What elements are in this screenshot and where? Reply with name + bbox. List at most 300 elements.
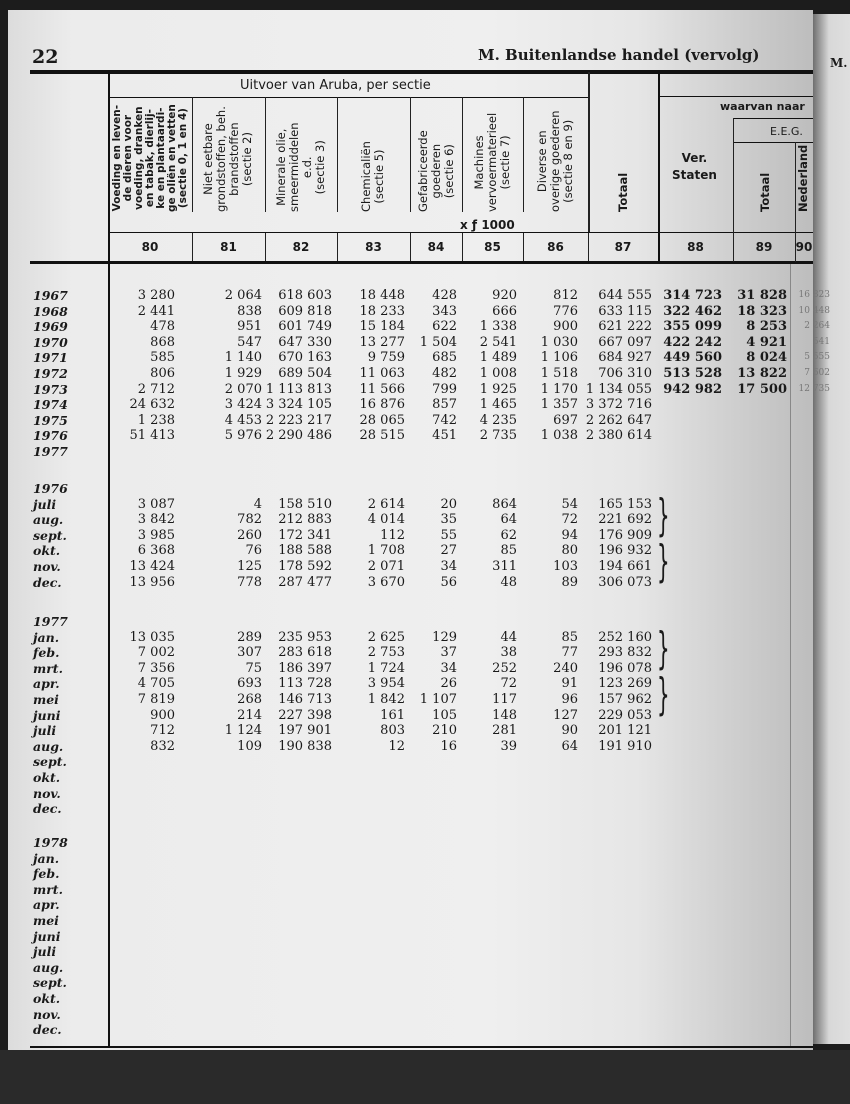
table-cell: 10 448	[798, 305, 830, 316]
table-cell: 3 424	[224, 397, 262, 413]
row-label: 1973	[33, 381, 68, 397]
table-cell: 13 035	[129, 629, 175, 645]
column-number-88: 88	[687, 240, 704, 254]
table-cell: 422 242	[663, 334, 722, 350]
row-label: nov.	[33, 1006, 61, 1022]
row-label: juni	[33, 707, 61, 723]
table-cell: 8 253	[746, 319, 787, 335]
table-cell: 27	[440, 543, 457, 559]
row-label: sept.	[33, 527, 67, 543]
table-cell: 201 121	[598, 723, 652, 739]
table-cell: 1 842	[367, 692, 405, 707]
table-cell: 647 330	[278, 334, 332, 350]
table-cell: 3 954	[367, 676, 405, 692]
table-cell: 55	[440, 527, 457, 543]
row-label: juni	[33, 928, 61, 944]
row-label: okt.	[33, 991, 61, 1006]
header-bottom-rule	[30, 261, 813, 264]
table-cell: 17 500	[737, 381, 787, 397]
col-rule	[192, 97, 193, 212]
table-cell: 900	[553, 319, 578, 335]
table-cell: 85	[561, 629, 578, 645]
table-cell: 196 078	[598, 660, 652, 676]
column-header-80: Voeding en leven- de dieren voor voeding, dranken en tabak, dierlij- ke en plantaardi- ge oliën en vetten (sectie 0, 1 en 4)	[110, 104, 189, 212]
table-cell: 3 670	[367, 574, 405, 590]
table-cell: 125	[237, 559, 262, 574]
table-cell: 51 413	[129, 428, 175, 444]
table-cell: 4	[253, 496, 262, 512]
column-header-90: Nederland	[795, 144, 810, 212]
eeg-header: E.E.G.	[770, 125, 803, 138]
table-cell: 778	[237, 574, 262, 590]
col-rule	[410, 97, 411, 212]
brace-mark: }	[657, 623, 670, 674]
table-cell: 4 705	[137, 676, 175, 692]
table-cell: 96	[561, 692, 578, 707]
table-cell: 24 632	[129, 397, 175, 413]
unit-label: x ƒ 1000	[460, 218, 515, 232]
table-cell: 127	[553, 707, 578, 723]
eeg-rule	[733, 142, 813, 143]
table-cell: 1 134 055	[585, 381, 652, 397]
table-cell: 5 976	[224, 428, 262, 444]
table-cell: 776	[553, 303, 578, 319]
column-header-87: Totaal	[615, 172, 630, 212]
row-label: 1974	[33, 397, 68, 413]
table-cell: 72	[500, 676, 517, 692]
table-cell: 547	[237, 334, 262, 350]
table-cell: 482	[432, 366, 457, 381]
group-header: Uitvoer van Aruba, per sectie	[240, 78, 431, 93]
table-cell: 1 124	[224, 723, 262, 739]
row-label: nov.	[33, 785, 61, 801]
column-number-84: 84	[427, 240, 445, 254]
table-cell: 90	[561, 723, 578, 739]
table-cell: 838	[237, 303, 262, 319]
row-label: 1970	[33, 334, 68, 350]
table-cell: 109	[237, 738, 262, 754]
table-cell: 252	[492, 660, 517, 676]
table-cell: 697	[553, 412, 578, 428]
column-number-86: 86	[547, 240, 564, 254]
table-cell: 4 921	[746, 334, 787, 350]
table-cell: 12 735	[798, 383, 830, 394]
table-cell: 2 712	[137, 381, 175, 397]
table-cell: 6 368	[137, 543, 175, 559]
table-cell: 105	[432, 707, 457, 723]
table-cell: 35	[440, 512, 457, 528]
table-cell: 618 603	[278, 288, 332, 303]
unit-rule	[108, 232, 813, 233]
table-cell: 37	[440, 645, 457, 661]
table-cell: 191 910	[598, 738, 652, 754]
column-number-89: 89	[755, 240, 773, 254]
table-cell: 31 828	[737, 288, 787, 303]
table-cell: 283 618	[278, 645, 332, 661]
table-cell: 20	[440, 496, 457, 512]
column-number-80: 80	[141, 240, 159, 254]
table-cell: 670 163	[278, 350, 332, 366]
section-year-label: 1978	[33, 835, 68, 850]
row-label: okt.	[33, 543, 61, 559]
section-year-label: 1977	[33, 614, 68, 629]
table-cell: 900	[150, 707, 175, 723]
table-cell: 478	[150, 319, 175, 335]
table-cell: 706 310	[598, 366, 652, 381]
table-cell: 2 223 217	[265, 412, 332, 428]
table-cell: 742	[432, 412, 457, 428]
table-cell: 449 560	[663, 350, 722, 366]
table-cell: 190 838	[278, 738, 332, 754]
table-cell: 240	[553, 660, 578, 676]
row-label: juli	[33, 723, 57, 739]
column-header-84: Gefabriceerde goederen (sectie 6)	[415, 130, 456, 212]
row-label: juli	[33, 496, 57, 512]
table-cell: 38	[500, 645, 517, 661]
table-cell: 165 153	[598, 496, 652, 512]
table-cell: 268	[237, 692, 262, 707]
table-cell: 513 528	[663, 366, 722, 381]
table-cell: 3 280	[137, 288, 175, 303]
table-cell: 1 929	[224, 366, 262, 381]
table-cell: 942 982	[663, 381, 722, 397]
table-cell: 920	[492, 288, 517, 303]
column-header-82: Minerale olie, smeermiddelen e.d. (sectie 3)	[274, 122, 327, 212]
table-cell: 2 541	[479, 334, 517, 350]
column-number-81: 81	[220, 240, 237, 254]
table-cell: 72	[561, 512, 578, 528]
table-cell: 15 184	[359, 319, 405, 335]
row-label: okt.	[33, 770, 61, 785]
table-cell: 799	[432, 381, 457, 397]
section-year-label: 1976	[33, 481, 68, 496]
table-cell: 194 661	[598, 559, 652, 574]
row-label: juli	[33, 944, 57, 960]
row-label: 1969	[33, 319, 68, 335]
table-cell: 685	[432, 350, 457, 366]
table-cell: 311	[492, 559, 517, 574]
table-cell: 289	[237, 629, 262, 645]
column-number-83: 83	[365, 240, 382, 254]
table-cell: 28 515	[359, 428, 405, 444]
table-cell: 1 107	[419, 692, 457, 707]
table-cell: 3 842	[137, 512, 175, 528]
table-cell: 689 504	[278, 366, 332, 381]
table-cell: 16	[440, 738, 457, 754]
table-cell: 1 925	[479, 381, 517, 397]
table-cell: 684 927	[598, 350, 652, 366]
column-header-86: Diverse en overige goederen (sectie 8 en 9)	[534, 110, 575, 212]
column-number-85: 85	[484, 240, 501, 254]
table-cell: 94	[561, 527, 578, 543]
table-cell: 16 876	[359, 397, 405, 413]
table-cell: 864	[492, 496, 517, 512]
table-cell: 2 625	[367, 629, 405, 645]
row-label: 1967	[33, 288, 68, 303]
row-label: aug.	[33, 959, 64, 975]
table-cell: 89	[561, 574, 578, 590]
table-cell: 1 238	[137, 412, 175, 428]
row-label: mrt.	[33, 881, 63, 897]
table-cell: 54	[561, 496, 578, 512]
table-cell: 644 555	[598, 288, 652, 303]
table-cell: 712	[150, 723, 175, 739]
table-cell: 428	[432, 288, 457, 303]
table-cell: 9 759	[367, 350, 405, 366]
waarvan-naar-header: waarvan naar	[720, 100, 805, 113]
col-rule	[658, 72, 660, 262]
table-cell: 11 063	[359, 366, 405, 381]
table-cell: 4 235	[479, 412, 517, 428]
table-cell: 585	[150, 350, 175, 366]
table-cell: 2 262 647	[585, 412, 652, 428]
table-cell: 782	[237, 512, 262, 528]
row-label: feb.	[33, 866, 60, 882]
table-cell: 7 002	[137, 645, 175, 661]
table-cell: 148	[492, 707, 517, 723]
table-cell: 13 424	[129, 559, 175, 574]
table-cell: 196 932	[598, 543, 652, 559]
table-cell: 355 099	[663, 319, 722, 335]
table-cell: 281	[492, 723, 517, 739]
page-bottom-shadow	[0, 1050, 850, 1104]
table-cell: 13 277	[359, 334, 405, 350]
row-label: 1968	[33, 303, 68, 319]
table-cell: 113 728	[278, 676, 332, 692]
table-cell: 129	[432, 629, 457, 645]
table-cell: 56	[440, 574, 457, 590]
table-cell: 1 113 813	[265, 381, 332, 397]
table-cell: 85	[500, 543, 517, 559]
col-rule	[523, 97, 524, 212]
table-cell: 667 097	[598, 334, 652, 350]
table-cell: 12	[388, 738, 405, 754]
table-top-rule	[30, 70, 813, 74]
table-cell: 1 357	[540, 397, 578, 413]
col-rule	[588, 72, 590, 232]
table-cell: 314 723	[663, 288, 722, 303]
table-cell: 1 708	[367, 543, 405, 559]
table-cell: 188 588	[278, 543, 332, 559]
brace-mark: }	[657, 536, 670, 587]
table-cell: 1 140	[224, 350, 262, 366]
table-cell: 812	[553, 288, 578, 303]
table-cell: 666	[492, 303, 517, 319]
table-cell: 34	[440, 559, 457, 574]
table-cell: 832	[150, 738, 175, 754]
table-cell: 1 038	[540, 428, 578, 444]
group-rule	[108, 97, 588, 98]
table-cell: 212 883	[278, 512, 332, 528]
table-cell: 123 269	[598, 676, 652, 692]
table-cell: 26	[440, 676, 457, 692]
table-cell: 1 518	[540, 366, 578, 381]
table-cell: 62	[500, 527, 517, 543]
table-cell: 2 735	[479, 428, 517, 444]
table-cell: 75	[245, 660, 262, 676]
table-cell: 693	[237, 676, 262, 692]
table-cell: 307	[237, 645, 262, 661]
right-group-rule	[658, 96, 813, 97]
table-cell: 451	[432, 428, 457, 444]
table-cell: 4 453	[224, 412, 262, 428]
table-cell: 293 832	[598, 645, 652, 661]
column-header-83: Chemicaliën (sectie 5)	[359, 141, 386, 212]
row-label: sept.	[33, 754, 67, 770]
table-cell: 227 398	[278, 707, 332, 723]
table-cell: 3 087	[137, 496, 175, 512]
table-cell: 235 953	[278, 629, 332, 645]
table-cell: 7 602	[804, 368, 830, 378]
table-cell: 260	[237, 527, 262, 543]
row-label: sept.	[33, 975, 67, 991]
table-cell: 1 030	[540, 334, 578, 350]
table-cell: 1 724	[367, 660, 405, 676]
table-cell: 18 448	[359, 288, 405, 303]
table-cell: 16 823	[798, 290, 830, 300]
table-cell: 229 053	[598, 707, 652, 723]
row-label: 1975	[33, 412, 68, 428]
table-cell: 77	[561, 645, 578, 661]
table-cell: 13 822	[737, 366, 787, 381]
table-cell: 622	[432, 319, 457, 335]
table-cell: 322 462	[663, 303, 722, 319]
table-cell: 1 338	[479, 319, 517, 335]
row-label: apr.	[33, 897, 60, 913]
table-cell: 34	[440, 660, 457, 676]
table-cell: 11 566	[359, 381, 405, 397]
table-cell: 64	[561, 738, 578, 754]
column-header-88: Ver. Staten	[672, 151, 717, 182]
waarvan-rule	[733, 118, 813, 119]
column-number-90: 90	[795, 240, 813, 254]
table-cell: 186 397	[278, 660, 332, 676]
row-label: apr.	[33, 676, 60, 692]
row-label: 1971	[33, 350, 68, 366]
running-head: M. Buitenlandse handel (vervolg)	[478, 46, 760, 64]
table-cell: 2 290 486	[265, 428, 332, 444]
table-cell: 7 819	[137, 692, 175, 707]
table-cell: 76	[245, 543, 262, 559]
table-cell: 306 073	[598, 574, 652, 590]
row-label: mei	[33, 692, 59, 707]
table-cell: 1 170	[540, 381, 578, 397]
table-cell: 803	[380, 723, 405, 739]
table-cell: 2 264	[804, 321, 830, 332]
column-header-89: Totaal	[757, 172, 772, 212]
table-cell: 3 324 105	[265, 397, 332, 413]
table-cell: 178 592	[278, 559, 332, 574]
table-cell: 157 962	[598, 692, 652, 707]
page-number: 22	[32, 46, 59, 68]
facing-page-edge	[813, 14, 850, 1044]
table-cell: 806	[150, 366, 175, 381]
table-cell: 91	[561, 676, 578, 692]
table-cell: 3 372 716	[585, 397, 652, 413]
column-header-85: Machines vervoermaterieel (sectie 7)	[471, 112, 512, 212]
table-cell: 112	[380, 527, 405, 543]
table-cell: 287 477	[278, 574, 332, 590]
table-cell: 951	[237, 319, 262, 335]
table-bottom-rule	[30, 1046, 813, 1048]
table-cell: 1 106	[540, 350, 578, 366]
row-label: aug.	[33, 738, 64, 754]
facing-page-head: M.	[830, 56, 848, 70]
table-cell: 2 753	[367, 645, 405, 661]
table-cell: 2 070	[224, 381, 262, 397]
table-cell: 1 489	[479, 350, 517, 366]
table-cell: 252 160	[598, 629, 652, 645]
table-cell: 221 692	[598, 512, 652, 528]
table-cell: 48	[500, 574, 517, 590]
table-cell: 601 749	[278, 319, 332, 335]
table-cell: 2 441	[137, 303, 175, 319]
row-label: dec.	[33, 1022, 62, 1038]
table-cell: 2 064	[224, 288, 262, 303]
row-label: 1977	[33, 444, 68, 459]
table-cell: 197 901	[278, 723, 332, 739]
column-number-87: 87	[614, 240, 632, 254]
table-cell: 609 818	[278, 303, 332, 319]
table-cell: 633 115	[598, 303, 652, 319]
table-cell: 3 985	[137, 527, 175, 543]
table-cell: 214	[237, 707, 262, 723]
table-cell: 857	[432, 397, 457, 413]
table-cell: 18 233	[359, 303, 405, 319]
table-cell: 2 071	[367, 559, 405, 574]
table-cell: 210	[432, 723, 457, 739]
col-rule	[337, 97, 338, 212]
table-cell: 18 323	[737, 303, 787, 319]
table-cell: 13 956	[129, 574, 175, 590]
row-label: mei	[33, 913, 59, 928]
table-cell: 5 555	[804, 352, 830, 363]
table-cell: 28 065	[359, 412, 405, 428]
table-cell: 8 024	[746, 350, 787, 366]
col-rule	[265, 97, 266, 212]
table-cell: 621 222	[598, 319, 652, 335]
col-rule	[462, 97, 463, 212]
table-cell: 2 380 614	[585, 428, 652, 444]
table-cell: 1 465	[479, 397, 517, 413]
table-cell: 7 356	[137, 660, 175, 676]
table-cell: 4 014	[367, 512, 405, 528]
row-label: aug.	[33, 512, 64, 528]
table-cell: 2 614	[367, 496, 405, 512]
row-label: feb.	[33, 645, 60, 661]
column-header-81: Niet eetbare grondstoffen, beh. brandstoffen (sectie 2)	[201, 106, 254, 212]
row-label: nov.	[33, 559, 61, 574]
table-cell: 103	[553, 559, 578, 574]
row-label: dec.	[33, 574, 62, 590]
table-cell: 80	[561, 543, 578, 559]
table-cell: 44	[500, 629, 517, 645]
brace-mark: }	[657, 669, 670, 720]
row-label: dec.	[33, 801, 62, 817]
brace-mark: }	[657, 490, 670, 541]
table-cell: 541	[812, 336, 830, 347]
table-cell: 172 341	[278, 527, 332, 543]
table-cell: 64	[500, 512, 517, 528]
table-cell: 1 504	[419, 334, 457, 350]
row-label: jan.	[33, 850, 60, 866]
table-cell: 868	[150, 334, 175, 350]
table-cell: 343	[432, 303, 457, 319]
table-cell: 161	[380, 707, 405, 723]
row-label: jan.	[33, 629, 60, 645]
column-number-82: 82	[292, 240, 310, 254]
row-label: mrt.	[33, 660, 63, 676]
